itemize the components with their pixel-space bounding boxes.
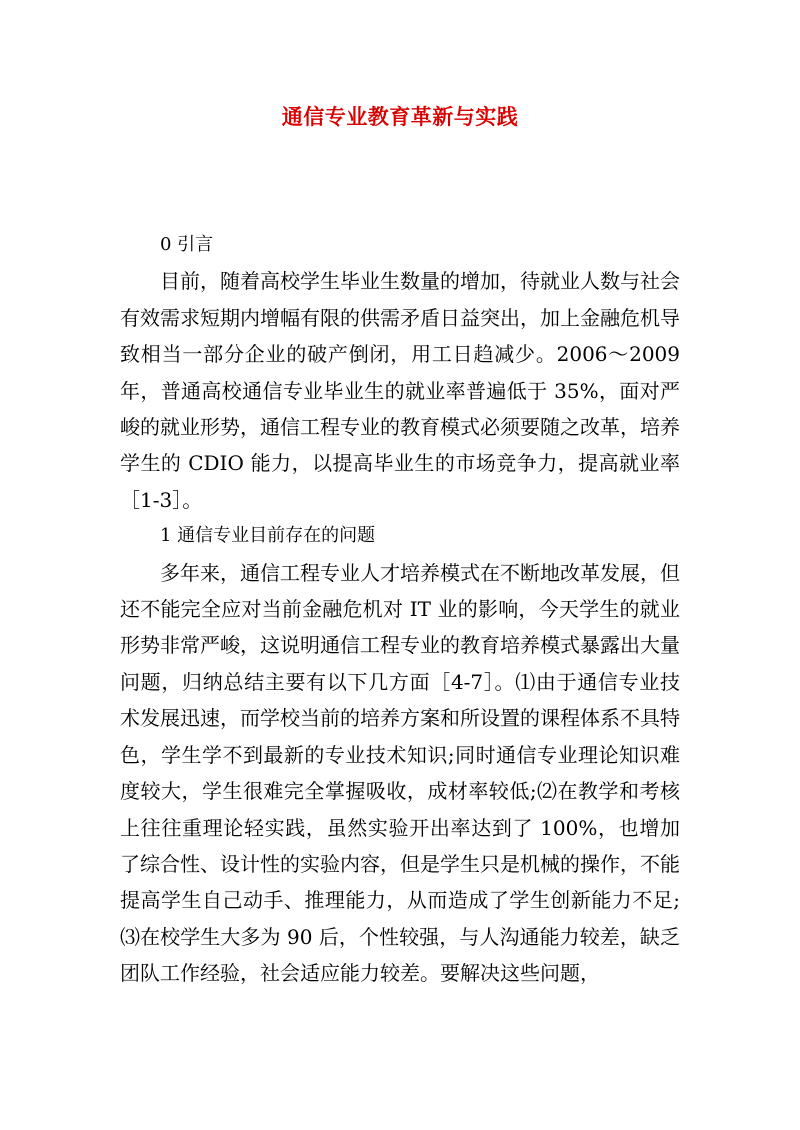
paragraph-problems: 多年来，通信工程专业人才培养模式在不断地改革发展，但还不能完全应对当前金融危机对 IT 业的影响，今天学生的就业形势非常严峻，这说明通信工程专业的教育培养模式暴露出大量问题，归纳总结主要有以下几方面［4-7］。⑴由于通信专业技术发展迅速，而学校当前的培养方案和所设置的课程体系不具特色，学生学不到最新的专业技术知识;同时通信专业理论知识难度较大，学生很难完全掌握吸收，成材率较低;⑵在教学和考核上往往重理论轻实践，虽然实验开出率达到了 100%，也增加了综合性、设计性的实验内容，但是学生只是机械的操作，不能提高学生自己动手、推理能力，从而造成了学生创新能力不足;⑶在校学生大多为 90 后，个性较强，与人沟通能力较差，缺乏团队工作经验，社会适应能力较差。要解决这些问题， bbox=[120, 560, 680, 986]
document-body bbox=[120, 227, 680, 992]
document-title: 通信专业教育革新与实践 bbox=[281, 104, 519, 129]
section-heading-problems: 1 通信专业目前存在的问题 bbox=[160, 525, 376, 547]
section-heading-introduction: 0 引言 bbox=[160, 234, 214, 255]
paragraph-introduction: 目前，随着高校学生毕业生数量的增加，待就业人数与社会有效需求短期内增幅有限的供需矛盾日益突出，加上金融危机导致相当一部分企业的破产倒闭，用工日趋减少。2006～2009 年，普通高校通信专业毕业生的就业率普遍低于 35%，面对严峻的就业形势，通信工程专业的教育模式必须要随之改革，培养学生的 CDIO 能力，以提高毕业生的市场竞争力，提高就业率［1-3］。 bbox=[120, 269, 680, 512]
